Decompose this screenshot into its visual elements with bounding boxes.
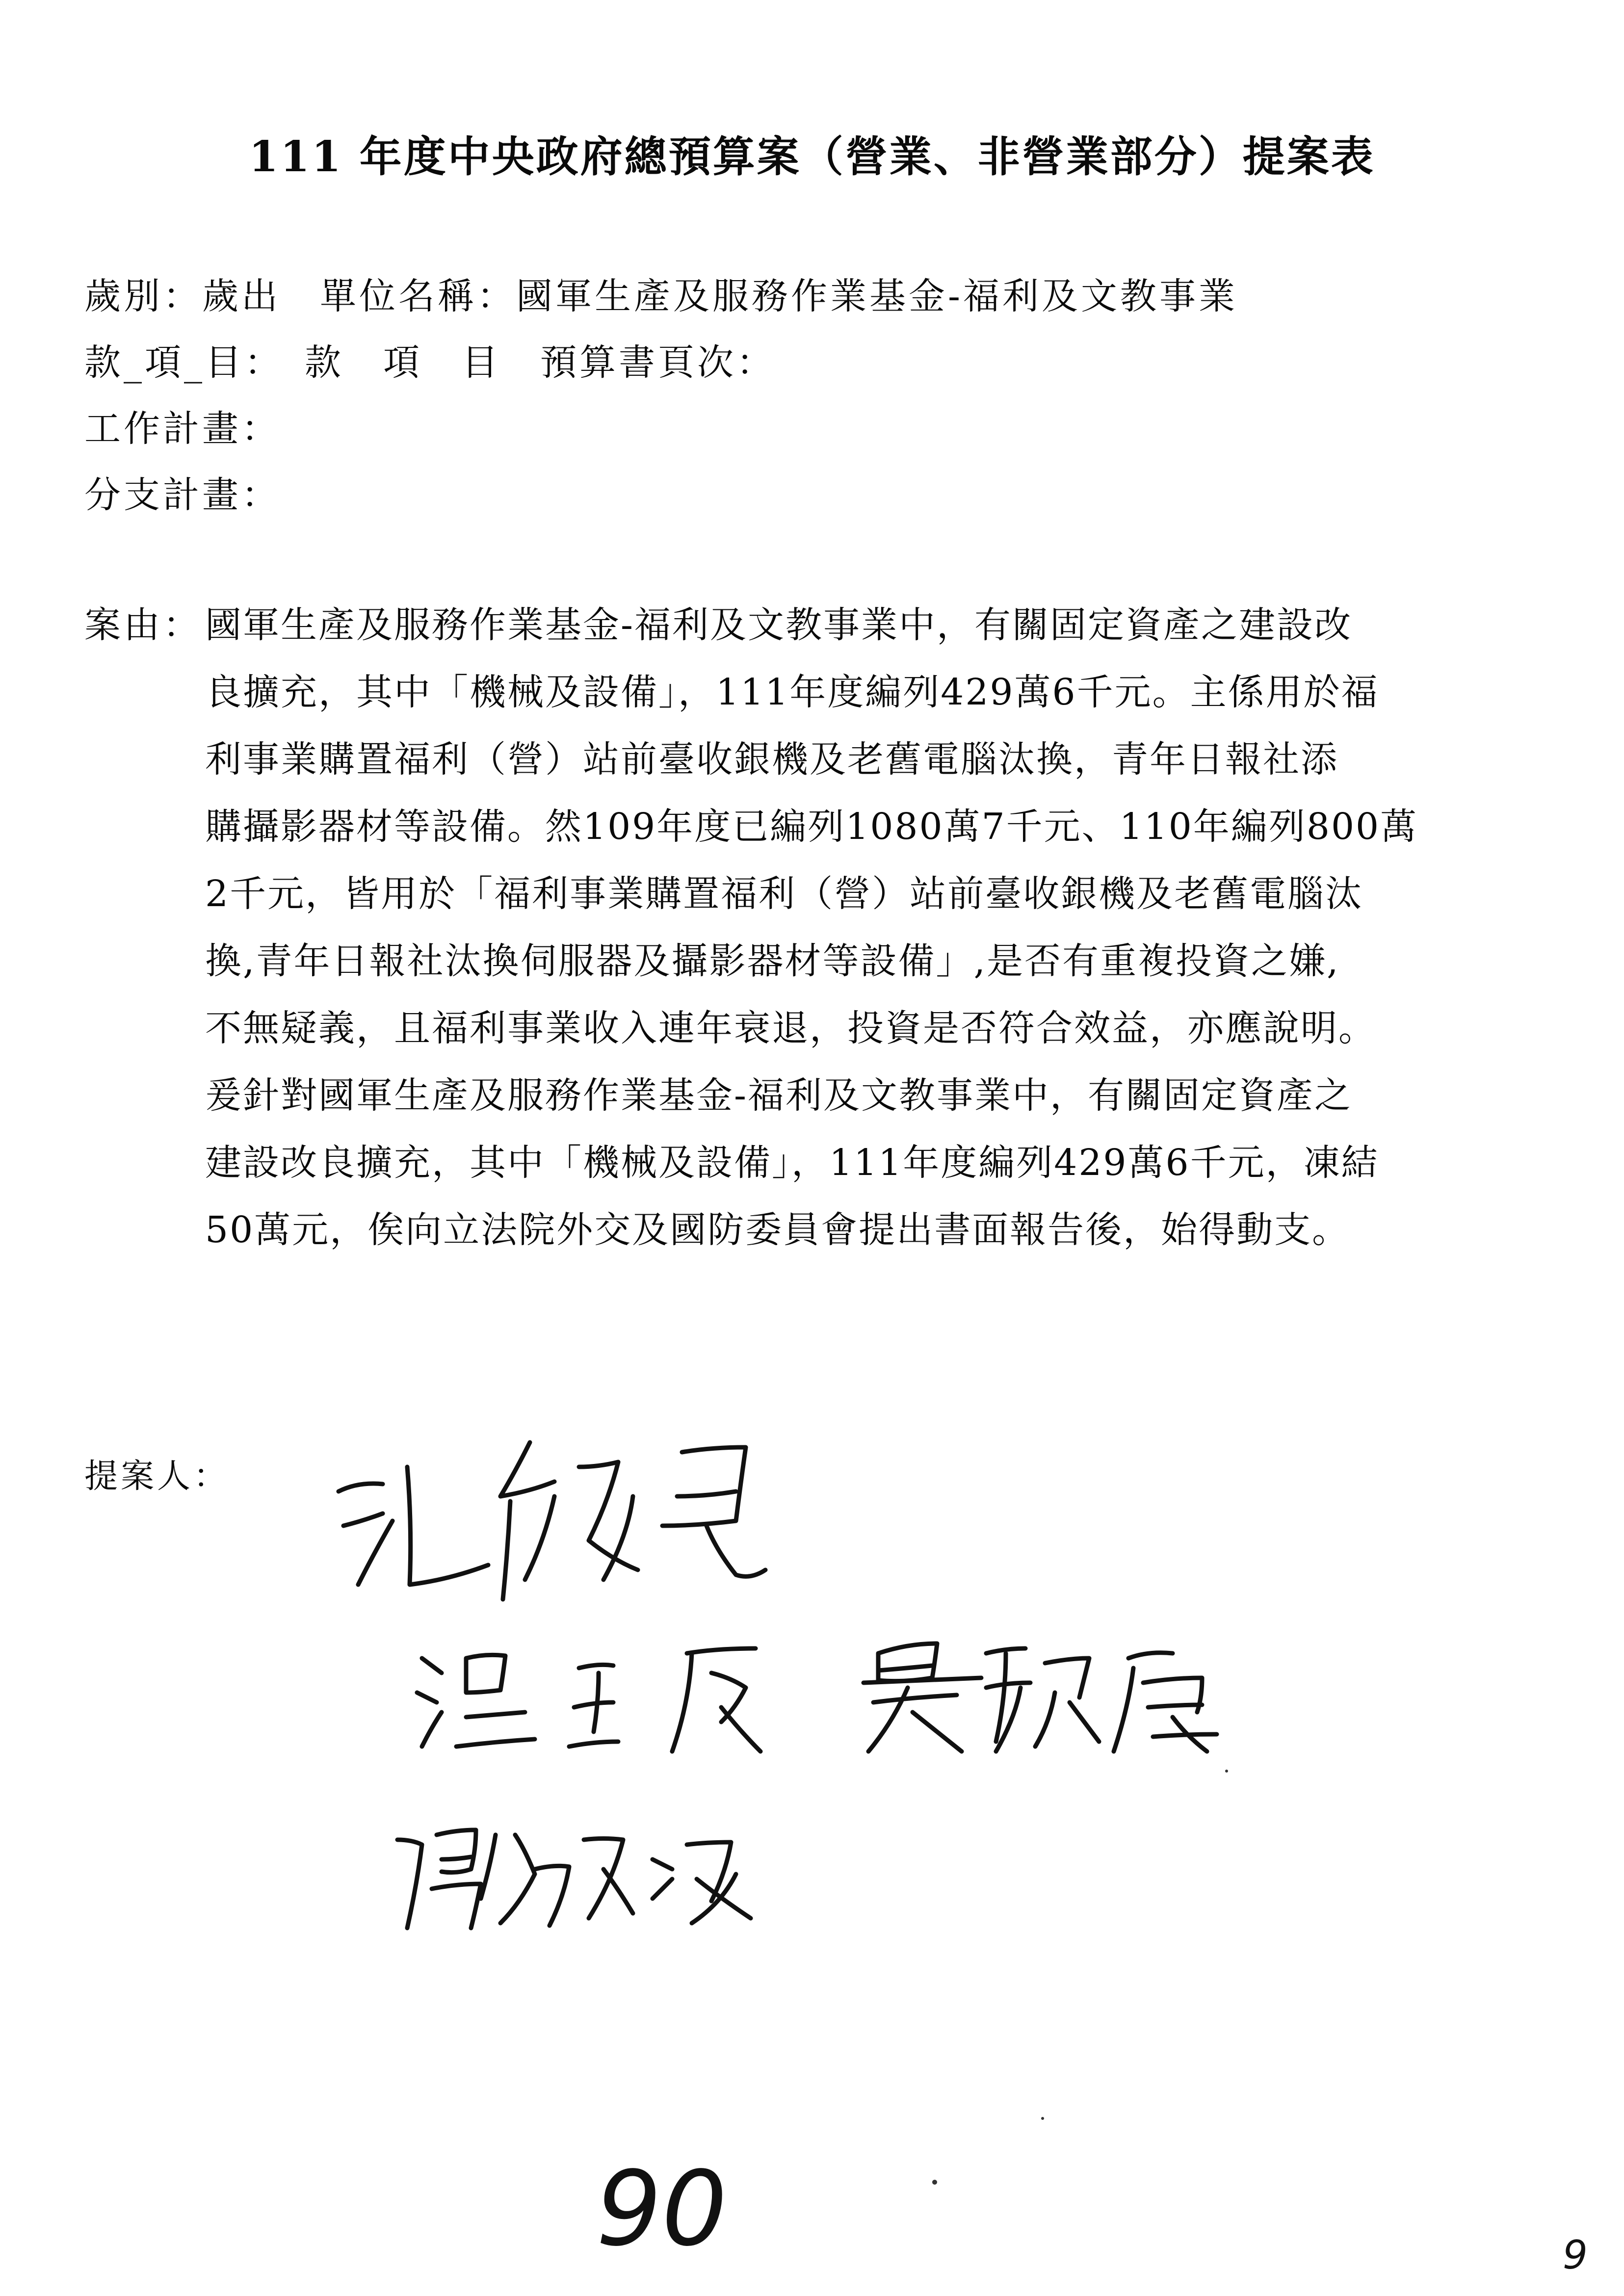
case-text-line: 利事業購置福利（營）站前臺收銀機及老舊電腦汰換，青年日報社添 bbox=[205, 738, 1338, 781]
case-text-line: 爰針對國軍生產及服務作業基金-福利及文教事業中，有關固定資產之 bbox=[205, 1074, 1353, 1117]
case-text-line: 50萬元，俟向立法院外交及國防委員會提出書面報告後，始得動支。 bbox=[205, 1209, 1350, 1251]
document-title: 111 年度中央政府總預算案（營業、非營業部分）提案表 bbox=[249, 132, 1375, 182]
scan-specks bbox=[932, 1770, 1228, 2185]
meta-work-plan: 工作計畫： bbox=[84, 408, 281, 450]
case-text-line: 建設改良擴充，其中「機械及設備」，111年度編列429萬6千元，凍結 bbox=[205, 1142, 1379, 1184]
signature-3 bbox=[864, 1644, 1217, 1751]
corner-page-mark: 9 bbox=[1563, 2232, 1588, 2278]
case-text-line: 購攝影器材等設備。然109年度已編列1080萬7千元、110年編列800萬 bbox=[205, 806, 1418, 848]
signature-4 bbox=[397, 1830, 751, 1928]
case-text-line: 換,青年日報社汰換伺服器及攝影器材等設備」,是否有重複投資之嫌, bbox=[205, 940, 1340, 982]
case-text-line: 良擴充，其中「機械及設備」，111年度編列429萬6千元。主係用於福 bbox=[205, 671, 1379, 713]
case-label: 案由： bbox=[84, 604, 202, 646]
meta-branch-plan: 分支計畫： bbox=[84, 474, 281, 516]
signature-1 bbox=[339, 1442, 765, 1599]
case-text-line: 不無疑義，且福利事業收入連年衰退，投資是否符合效益，亦應說明。 bbox=[205, 1007, 1376, 1049]
proposer-label: 提案人： bbox=[84, 1457, 230, 1496]
meta-budget-item: 款_項_目： 款 項 目 預算書頁次： bbox=[84, 341, 776, 384]
signature-2 bbox=[417, 1648, 760, 1751]
case-text-line: 2千元，皆用於「福利事業購置福利（營）站前臺收銀機及老舊電腦汰 bbox=[205, 873, 1363, 915]
case-text-line: 國軍生產及服務作業基金-福利及文教事業中，有關固定資產之建設改 bbox=[205, 604, 1353, 646]
meta-fiscal-unit: 歲別：歲出 單位名稱：國軍生產及服務作業基金-福利及文教事業 bbox=[84, 275, 1238, 317]
handwritten-page-number: 90 bbox=[596, 2149, 728, 2269]
